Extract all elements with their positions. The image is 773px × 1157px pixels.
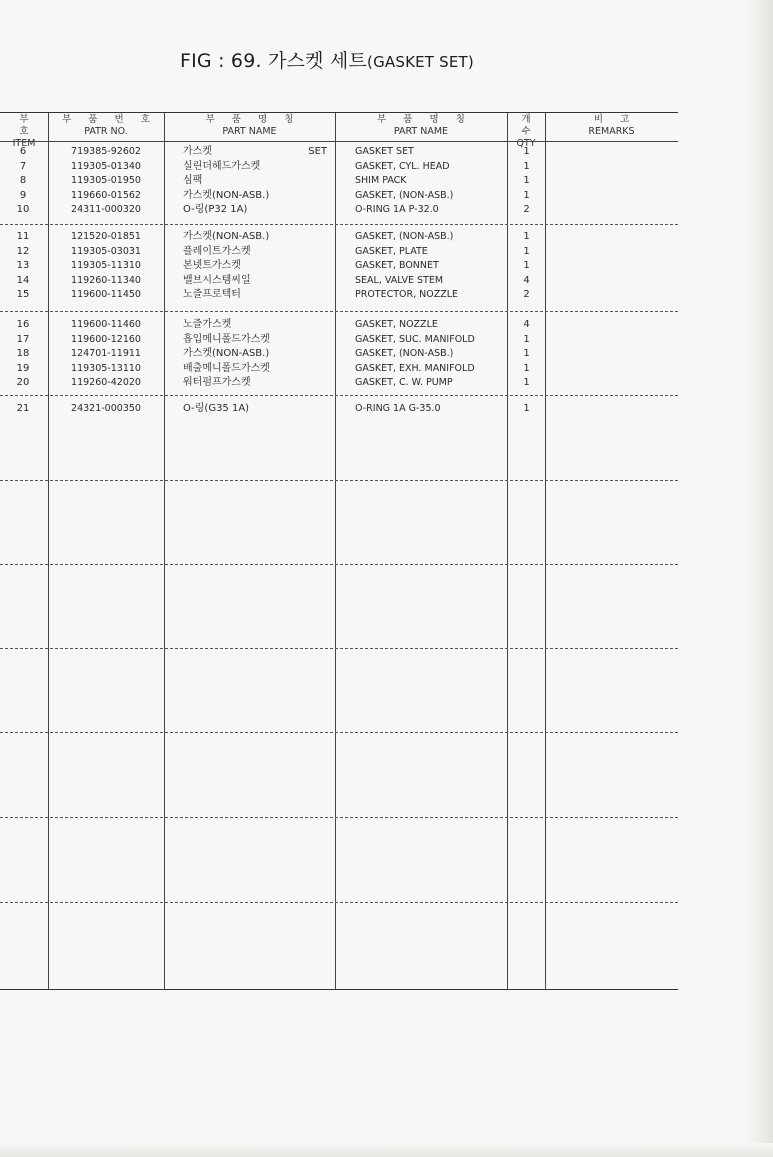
item-number (0, 376, 46, 391)
part-name-ko (183, 333, 331, 348)
part-number (56, 203, 156, 218)
part-name-ko-text: 노즐가스켓 (183, 319, 232, 330)
quantity (508, 145, 545, 160)
part-name-ko-text: 밸브시스템씨일 (183, 274, 251, 286)
quantity-text: 1 (523, 260, 530, 272)
part-number (56, 259, 156, 274)
part-name-en-text: SHIM PACK (355, 175, 407, 187)
item-number-text: 9 (19, 189, 27, 201)
group-divider (0, 732, 678, 733)
part-number (56, 333, 156, 348)
part-number-text: 119660-01562 (71, 189, 141, 201)
part-number-text: 719385-92602 (71, 146, 141, 157)
part-name-ko (183, 376, 331, 391)
part-name-en (355, 145, 505, 160)
part-name-en (355, 160, 505, 175)
item-number (0, 160, 46, 175)
quantity (508, 189, 545, 204)
part-name-ko-text: 가스켓 (183, 146, 212, 157)
part-name-en (355, 333, 505, 348)
part-name-en-text: GASKET, (NON-ASB.) (355, 189, 454, 201)
part-number (56, 274, 156, 289)
part-name-en (355, 376, 505, 391)
quantity (508, 259, 545, 274)
part-name-ko (183, 245, 331, 260)
header-part-name-en-en: PART NAME (393, 126, 449, 137)
part-number-text: 119305-01950 (71, 175, 141, 187)
part-name-ko (183, 160, 331, 175)
part-name-ko (183, 145, 331, 160)
quantity-text: 1 (523, 189, 530, 201)
quantity-text: 1 (523, 160, 530, 172)
item-number (0, 347, 46, 362)
header-remarks-en: REMARKS (588, 126, 635, 137)
part-name-ko-text: 심팩 (183, 175, 203, 187)
parts-table (0, 112, 678, 990)
part-name-en-text: PROTECTOR, NOZZLE (355, 289, 459, 301)
part-name-en-text: GASKET, NOZZLE (355, 319, 438, 330)
part-name-en (355, 203, 505, 218)
part-number-text: 119600-12160 (71, 333, 141, 345)
part-name-ko-text: 실린더헤드가스켓 (183, 160, 261, 172)
column-divider (48, 113, 49, 989)
part-name-ko (183, 203, 331, 218)
part-name-en-text: GASKET, (NON-ASB.) (355, 348, 454, 360)
quantity-text: 1 (523, 333, 530, 345)
header-part-name-ko (164, 113, 335, 141)
part-number-text: 119305-11310 (71, 260, 141, 272)
part-name-en-text: SEAL, VALVE STEM (355, 274, 444, 286)
quantity (508, 376, 545, 391)
group-divider (0, 648, 678, 649)
header-divider (0, 141, 678, 142)
part-name-en (355, 318, 505, 333)
header-part-name-ko-en: PART NAME (222, 126, 277, 137)
part-name-ko-text: 배출메니폴드가스켓 (183, 362, 270, 374)
quantity-text: 1 (523, 403, 530, 414)
item-number-text: 16 (16, 319, 30, 330)
group-divider (0, 902, 678, 903)
part-name-ko (183, 259, 331, 274)
part-name-en (355, 245, 505, 260)
part-name-ko-text: O-링(G35 1A) (183, 403, 250, 414)
part-name-ko (183, 230, 331, 245)
part-number-text: 119305-03031 (71, 245, 141, 257)
part-name-en (355, 230, 505, 245)
item-number-text: 20 (16, 377, 30, 389)
part-name-ko (183, 274, 331, 289)
item-number (0, 145, 46, 160)
item-number (0, 333, 46, 348)
part-number (56, 288, 156, 303)
set-label: SET (308, 146, 327, 157)
part-name-ko-text: O-링(P32 1A) (183, 204, 248, 216)
part-number-text: 24311-000320 (71, 204, 141, 216)
item-number (0, 174, 46, 189)
page-title (180, 46, 474, 73)
part-number-text: 121520-01851 (71, 231, 141, 242)
item-number-text: 12 (16, 245, 30, 257)
part-number (56, 362, 156, 377)
quantity-text: 4 (523, 274, 530, 286)
item-number-text: 13 (16, 260, 30, 272)
item-number (0, 203, 46, 218)
quantity-text: 1 (523, 377, 530, 389)
part-name-ko (183, 174, 331, 189)
item-number-text: 19 (16, 362, 30, 374)
quantity (508, 333, 545, 348)
part-name-en (355, 189, 505, 204)
header-part-name-en-ko: 부 품 명 칭 (377, 114, 472, 125)
quantity (508, 288, 545, 303)
header-remarks-ko: 비 고 (593, 114, 637, 125)
item-number-text: 6 (19, 146, 27, 157)
quantity (508, 245, 545, 260)
part-number (56, 145, 156, 160)
part-name-ko (183, 402, 331, 417)
item-number-text: 15 (16, 289, 30, 301)
quantity-text: 4 (523, 319, 530, 330)
item-number (0, 318, 46, 333)
item-number (0, 245, 46, 260)
part-number (56, 160, 156, 175)
item-number-text: 21 (16, 403, 30, 414)
header-item-ko: 부 호 (19, 114, 36, 137)
part-name-en-text: GASKET, C. W. PUMP (355, 377, 453, 389)
part-name-en (355, 288, 505, 303)
quantity (508, 362, 545, 377)
part-name-ko-text: 가스켓(NON-ASB.) (183, 231, 270, 242)
item-number (0, 288, 46, 303)
header-qty (507, 113, 545, 149)
part-name-en-text: GASKET, BONNET (355, 260, 439, 272)
quantity (508, 230, 545, 245)
part-name-ko-text: 워터펌프가스켓 (183, 377, 251, 389)
quantity (508, 174, 545, 189)
part-name-ko (183, 189, 331, 204)
quantity-text: 2 (523, 289, 530, 301)
part-name-ko-text: 플레이트가스켓 (183, 245, 251, 257)
item-number (0, 189, 46, 204)
header-item (0, 113, 48, 149)
item-number-text: 7 (19, 160, 27, 172)
part-number-text: 119260-42020 (71, 377, 141, 389)
group-divider (0, 817, 678, 818)
part-name-ko-text: 가스켓(NON-ASB.) (183, 189, 270, 201)
quantity (508, 318, 545, 333)
part-name-en-text: GASKET SET (355, 146, 414, 157)
part-name-ko-text: 흡입메니폴드가스켓 (183, 333, 270, 345)
quantity (508, 274, 545, 289)
part-number-text: 119600-11460 (71, 319, 141, 330)
quantity (508, 203, 545, 218)
part-number (56, 347, 156, 362)
item-number (0, 402, 46, 417)
part-number-text: 119305-13110 (71, 362, 141, 374)
group-divider (0, 564, 678, 565)
part-name-en-text: GASKET, EXH. MANIFOLD (355, 362, 475, 374)
part-number (56, 245, 156, 260)
quantity (508, 402, 545, 417)
column-divider (335, 113, 336, 989)
title-main: FIG : 69. 가스켓 세트 (180, 50, 368, 72)
quantity-text: 1 (523, 362, 530, 374)
item-number (0, 259, 46, 274)
quantity-text: 2 (523, 204, 530, 216)
item-number (0, 362, 46, 377)
title-sub: (GASKET SET) (367, 53, 474, 71)
column-divider (545, 113, 546, 989)
part-name-ko (183, 318, 331, 333)
quantity-text: 1 (523, 175, 530, 187)
item-number-text: 10 (16, 204, 30, 216)
part-name-en-text: O-RING 1A G-35.0 (355, 403, 441, 414)
column-divider (164, 113, 165, 989)
group-divider (0, 224, 678, 225)
part-number (56, 230, 156, 245)
header-qty-en: QTY (516, 138, 536, 149)
quantity (508, 347, 545, 362)
part-number-text: 24321-000350 (71, 403, 141, 414)
item-number (0, 274, 46, 289)
part-name-ko-text: 가스켓(NON-ASB.) (183, 348, 270, 360)
group-divider (0, 395, 678, 396)
part-name-en (355, 362, 505, 377)
header-remarks (545, 113, 678, 141)
item-number-text: 17 (16, 333, 30, 345)
item-number-text: 11 (16, 231, 30, 242)
header-part-no-en: PATR NO. (84, 126, 128, 137)
part-name-en-text: GASKET, (NON-ASB.) (355, 231, 454, 242)
quantity (508, 160, 545, 175)
part-number (56, 402, 156, 417)
part-number-text: 124701-11911 (71, 348, 141, 360)
part-name-ko (183, 362, 331, 377)
part-number (56, 174, 156, 189)
part-name-en (355, 347, 505, 362)
item-number (0, 230, 46, 245)
header-part-name-ko-ko: 부 품 명 칭 (205, 114, 301, 125)
quantity-text: 1 (523, 146, 530, 157)
quantity-text: 1 (523, 348, 530, 360)
page-bottom-shadow (0, 1143, 773, 1157)
part-name-en (355, 274, 505, 289)
part-name-ko (183, 288, 331, 303)
quantity-text: 1 (523, 245, 530, 257)
part-number (56, 376, 156, 391)
part-number-text: 119260-11340 (71, 274, 141, 286)
part-number-text: 119305-01340 (71, 160, 141, 172)
part-name-ko-text: 노즐프로텍터 (183, 289, 241, 301)
group-divider (0, 480, 678, 481)
part-name-en (355, 174, 505, 189)
part-name-en (355, 402, 505, 417)
group-divider (0, 311, 678, 312)
part-name-ko (183, 347, 331, 362)
part-name-en-text: GASKET, CYL. HEAD (355, 160, 450, 172)
part-name-ko-text: 본넷트가스켓 (183, 260, 241, 272)
header-part-no (48, 113, 164, 141)
part-name-en-text: GASKET, SUC. MANIFOLD (355, 333, 475, 345)
page-edge-shadow (745, 0, 773, 1157)
item-number-text: 14 (16, 274, 30, 286)
part-name-en (355, 259, 505, 274)
header-qty-ko: 개 수 (521, 114, 538, 137)
part-name-en-text: GASKET, PLATE (355, 245, 428, 257)
part-number (56, 189, 156, 204)
part-number (56, 318, 156, 333)
header-part-no-ko: 부 품 번 호 (62, 114, 157, 125)
item-number-text: 18 (16, 348, 30, 360)
item-number-text: 8 (19, 175, 27, 187)
header-item-en: ITEM (12, 138, 36, 149)
part-name-en-text: O-RING 1A P-32.0 (355, 204, 439, 216)
part-number-text: 119600-11450 (71, 289, 141, 301)
quantity-text: 1 (523, 231, 530, 242)
header-part-name-en (335, 113, 507, 141)
